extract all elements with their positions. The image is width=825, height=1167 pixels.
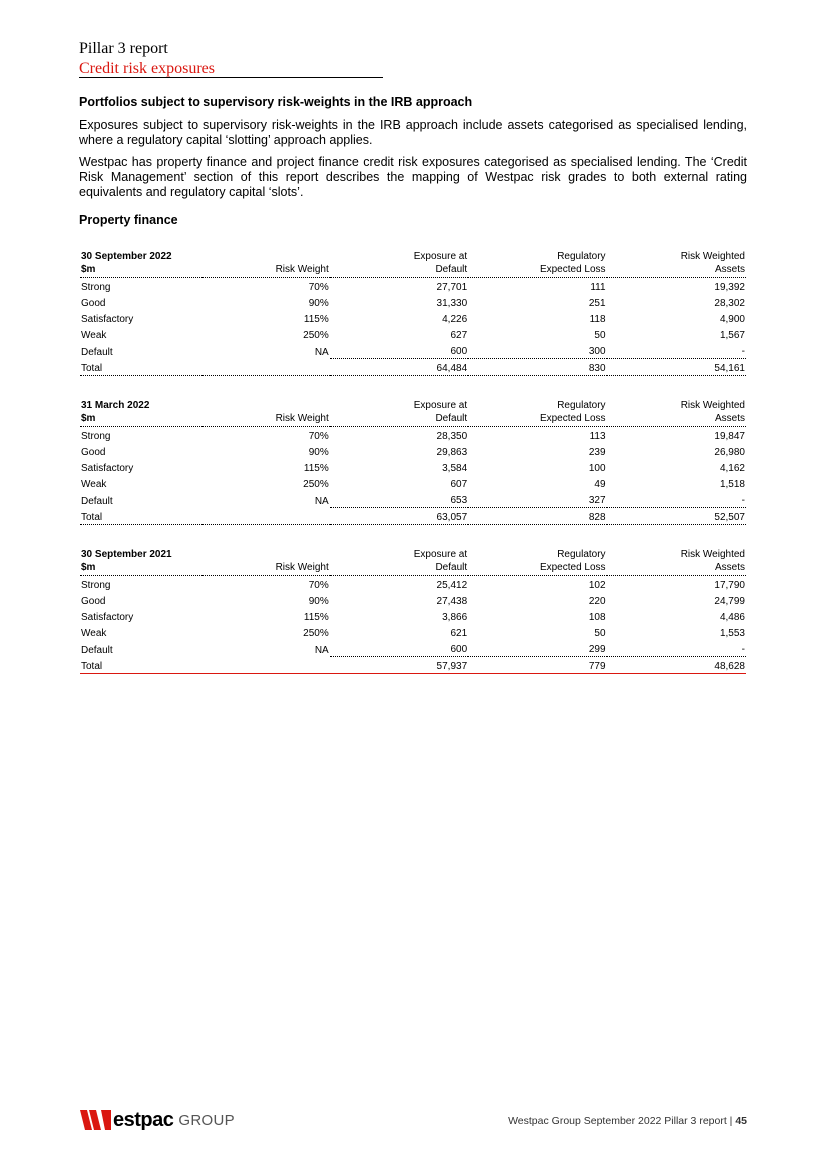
intro-paragraph: Exposures subject to supervisory risk-weights in the IRB approach include assets categorised as specialised lending, where a regulatory capital ‘slotting’ approach applies. — [79, 118, 747, 147]
rwa-cell: - — [607, 342, 746, 359]
header-blank — [202, 399, 329, 412]
row-label: Good — [81, 447, 106, 458]
header-blank — [202, 548, 329, 561]
ead-cell: 3,866 — [442, 612, 468, 623]
rwa-cell: 4,162 — [719, 463, 745, 474]
row-label: Strong — [81, 431, 111, 442]
col-header-risk-weight: Risk Weight — [202, 263, 329, 278]
expected-loss-cell: 239 — [588, 447, 606, 458]
table-total-row — [80, 657, 746, 674]
table-period: 30 September 2022 — [81, 251, 172, 262]
col-header-rwa: Risk Weighted — [680, 549, 745, 560]
col-header-el: Expected Loss — [468, 263, 606, 278]
total-rwa: 52,507 — [607, 508, 746, 525]
total-label: Total — [80, 508, 202, 525]
row-label: Weak — [81, 479, 107, 490]
rwa-cell: 4,900 — [719, 314, 745, 325]
rwa-cell: 1,518 — [719, 479, 745, 490]
expected-loss-cell: 299 — [468, 640, 606, 657]
total-label: Total — [80, 657, 202, 674]
risk-weight-cell: 250% — [303, 479, 329, 490]
westpac-w-icon — [80, 1110, 112, 1130]
rwa-cell: 1,553 — [719, 628, 745, 639]
table-row — [80, 459, 746, 475]
row-label: Satisfactory — [81, 612, 134, 623]
rwa-cell: 19,392 — [714, 282, 745, 293]
table-row — [80, 342, 746, 359]
risk-weight-cell: 250% — [303, 628, 329, 639]
footer-report-label: Westpac Group September 2022 Pillar 3 report | — [508, 1115, 736, 1127]
risk-weight-cell: NA — [314, 644, 329, 656]
table-row — [80, 491, 746, 508]
ead-cell: 621 — [450, 628, 468, 639]
logo-wordmark: estpac — [113, 1108, 174, 1131]
total-expected-loss: 828 — [468, 508, 606, 525]
col-header-ead: Default — [330, 263, 468, 278]
logo-group-label: GROUP — [178, 1111, 235, 1129]
description-paragraph: Westpac has property finance and project finance credit risk exposures categorised as specialised lending. The ‘Credit Risk Management’ section of this report describes the mapping of Westpac risk grades to both external rating equivalents and regulatory capital ‘slots’. — [79, 155, 747, 199]
total-expected-loss: 779 — [468, 657, 606, 674]
col-header-rwa: Risk Weighted — [680, 251, 745, 262]
col-header-ead: Exposure at — [413, 549, 468, 560]
risk-weight-cell: 115% — [303, 463, 329, 474]
risk-weight-cell: 90% — [308, 596, 329, 607]
table-row — [80, 326, 746, 342]
col-header-ead: Exposure at — [413, 251, 468, 262]
table-total-row — [80, 359, 746, 376]
table-row — [80, 475, 746, 491]
rwa-cell: 1,567 — [719, 330, 745, 341]
row-label: Satisfactory — [81, 463, 134, 474]
col-header-rwa: Assets — [607, 263, 746, 278]
total-blank — [202, 359, 329, 376]
table-header-row — [80, 561, 746, 576]
total-ead: 64,484 — [330, 359, 468, 376]
expected-loss-cell: 220 — [588, 596, 606, 607]
exposure-table — [80, 250, 746, 376]
rwa-cell: 19,847 — [714, 431, 745, 442]
row-label: Default — [81, 644, 113, 656]
rwa-cell: - — [607, 491, 746, 508]
ead-cell: 600 — [330, 342, 468, 359]
expected-loss-cell: 327 — [468, 491, 606, 508]
table-row — [80, 278, 746, 295]
expected-loss-cell: 49 — [594, 479, 606, 490]
col-header-rwa: Risk Weighted — [680, 400, 745, 411]
expected-loss-cell: 118 — [589, 314, 606, 325]
row-label: Good — [81, 596, 106, 607]
ead-cell: 3,584 — [442, 463, 468, 474]
col-header-rwa: Assets — [607, 561, 746, 576]
header-divider — [79, 77, 383, 78]
expected-loss-cell: 100 — [588, 463, 606, 474]
expected-loss-cell: 50 — [594, 330, 606, 341]
ead-cell: 607 — [450, 479, 468, 490]
row-label: Weak — [81, 330, 107, 341]
table-row — [80, 443, 746, 459]
row-label: Satisfactory — [81, 314, 134, 325]
table-header-row — [80, 548, 746, 561]
table-row — [80, 640, 746, 657]
exposure-table — [80, 399, 746, 525]
exposure-table — [80, 548, 746, 674]
table-row — [80, 310, 746, 326]
westpac-group-logo — [80, 1107, 235, 1133]
col-header-risk-weight: Risk Weight — [202, 561, 329, 576]
risk-weight-cell: 115% — [303, 314, 329, 325]
table-total-row — [80, 508, 746, 525]
row-label: Default — [81, 495, 113, 507]
col-header-ead: Default — [330, 412, 468, 427]
rwa-cell: 24,799 — [714, 596, 745, 607]
ead-cell: 31,330 — [436, 298, 468, 309]
col-header-el: Regulatory — [557, 400, 606, 411]
col-header-unit: $m — [80, 412, 202, 427]
row-label: Strong — [81, 282, 111, 293]
page-number: 45 — [735, 1115, 747, 1127]
table-period: 30 September 2021 — [81, 549, 172, 560]
ead-cell: 28,350 — [436, 431, 468, 442]
total-blank — [202, 508, 329, 525]
col-header-rwa: Assets — [607, 412, 746, 427]
col-header-el: Expected Loss — [468, 561, 606, 576]
col-header-unit: $m — [80, 263, 202, 278]
table-header-row — [80, 399, 746, 412]
section-heading: Portfolios subject to supervisory risk-weights in the IRB approach — [79, 95, 473, 109]
risk-weight-cell: 70% — [308, 282, 329, 293]
total-label: Total — [80, 359, 202, 376]
expected-loss-cell: 113 — [589, 431, 606, 442]
report-title: Pillar 3 report — [79, 40, 168, 57]
ead-cell: 653 — [330, 491, 468, 508]
rwa-cell: 28,302 — [714, 298, 745, 309]
expected-loss-cell: 300 — [468, 342, 606, 359]
expected-loss-cell: 108 — [588, 612, 606, 623]
risk-weight-cell: 250% — [303, 330, 329, 341]
table-row — [80, 427, 746, 444]
col-header-el: Expected Loss — [468, 412, 606, 427]
risk-weight-cell: 115% — [303, 612, 329, 623]
col-header-ead: Exposure at — [413, 400, 468, 411]
row-label: Default — [81, 346, 113, 358]
expected-loss-cell: 111 — [590, 282, 606, 293]
expected-loss-cell: 102 — [588, 580, 606, 591]
rwa-cell: 17,790 — [714, 580, 745, 591]
main-content — [79, 94, 747, 697]
total-blank — [202, 657, 329, 674]
ead-cell: 600 — [330, 640, 468, 657]
risk-weight-cell: NA — [314, 495, 329, 507]
col-header-unit: $m — [80, 561, 202, 576]
table-header-row — [80, 412, 746, 427]
row-label: Strong — [81, 580, 111, 591]
table-row — [80, 608, 746, 624]
col-header-ead: Default — [330, 561, 468, 576]
risk-weight-cell: 70% — [308, 580, 329, 591]
risk-weight-cell: NA — [314, 346, 329, 358]
table-header-row — [80, 263, 746, 278]
col-header-risk-weight: Risk Weight — [202, 412, 329, 427]
row-label: Good — [81, 298, 106, 309]
report-section-title: Credit risk exposures — [79, 60, 215, 77]
table-header-row — [80, 250, 746, 263]
ead-cell: 25,412 — [436, 580, 468, 591]
col-header-el: Regulatory — [557, 251, 606, 262]
total-ead: 57,937 — [330, 657, 468, 674]
rwa-cell: 26,980 — [714, 447, 745, 458]
risk-weight-cell: 90% — [308, 447, 329, 458]
ead-cell: 27,701 — [436, 282, 468, 293]
table-period: 31 March 2022 — [81, 400, 150, 411]
ead-cell: 29,863 — [436, 447, 468, 458]
total-ead: 63,057 — [330, 508, 468, 525]
ead-cell: 27,438 — [436, 596, 468, 607]
expected-loss-cell: 50 — [594, 628, 606, 639]
rwa-cell: 4,486 — [719, 612, 745, 623]
risk-weight-cell: 90% — [308, 298, 329, 309]
table-row — [80, 624, 746, 640]
table-row — [80, 576, 746, 593]
expected-loss-cell: 251 — [588, 298, 606, 309]
row-label: Weak — [81, 628, 107, 639]
page-footer — [508, 1115, 747, 1127]
total-rwa: 54,161 — [607, 359, 746, 376]
header-blank — [202, 250, 329, 263]
total-rwa: 48,628 — [607, 657, 746, 674]
total-expected-loss: 830 — [468, 359, 606, 376]
col-header-el: Regulatory — [557, 549, 606, 560]
risk-weight-cell: 70% — [308, 431, 329, 442]
property-finance-heading: Property finance — [79, 213, 178, 227]
table-row — [80, 592, 746, 608]
tables-container — [79, 250, 747, 674]
rwa-cell: - — [607, 640, 746, 657]
ead-cell: 627 — [450, 330, 468, 341]
ead-cell: 4,226 — [442, 314, 468, 325]
table-row — [80, 294, 746, 310]
